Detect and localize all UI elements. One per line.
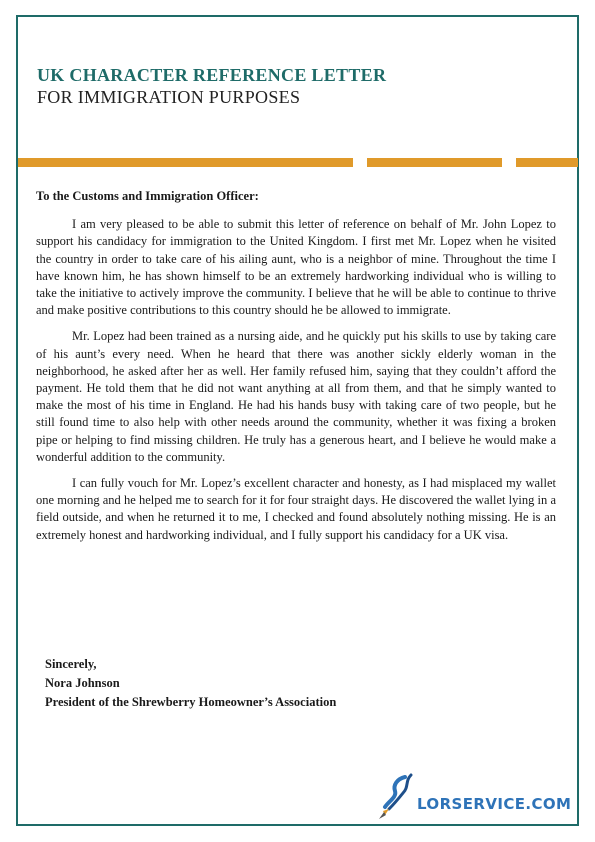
pen-icon [375, 773, 419, 823]
paragraph-2: Mr. Lopez had been trained as a nursing aide, and he quickly put his skills to use by taking care of his aunt’s every need. When he heard that there was another sickly elderly woman in the neighborhood, he asked after her as well. Her family refused him, saying that they couldn’t afford the payment. He told them that he did not want anything at all from them, and that he simply wanted to make the most of his time in England. He had his hands busy with taking care of two people, but he still found time to also help with other needs around the community, whether it was fixing a broken pipe or helping to find missing children. He truly has a generous heart, and I believe he would make a wonderful addition to the community. [36, 329, 556, 464]
divider-bar-left [18, 158, 353, 167]
title-sub: FOR IMMIGRATION PURPOSES [37, 87, 301, 107]
closing: Sincerely, [45, 657, 97, 671]
logo-text: LORSERVICE.COM [417, 795, 572, 813]
paragraph-1: I am very pleased to be able to submit this letter of reference on behalf of Mr. John Lopez to support his candidacy for immigration to the United Kingdom. I first met Mr. Lopez when he visited the country in order to take care of his ailing aunt, who is a neighbor of mine. Throughout the time I have known him, he has shown himself to be an extremely hardworking individual who is willing to take the initiative to actively improve the community. I believe that he will be able to continue to thrive and make positive contributions to this country should he be allowed to immigrate. [36, 217, 556, 318]
lorservice-logo [375, 773, 572, 823]
signature-block [45, 655, 336, 712]
letter-title [37, 64, 386, 108]
divider-bar-middle [367, 158, 502, 167]
title-main: UK CHARACTER REFERENCE LETTER [37, 65, 387, 85]
paragraph-3: I can fully vouch for Mr. Lopez’s excellent character and honesty, as I had misplaced my wallet one morning and he helped me to search for it for four straight days. He discovered the wallet lying in a field outside, and when he returned it to me, I checked and found absolutely nothing missing. He is an extremely honest and hardworking individual, and I fully support his candidacy for a UK visa. [36, 476, 556, 542]
salutation: To the Customs and Immigration Officer: [36, 189, 259, 203]
signer-name: Nora Johnson [45, 676, 120, 690]
signer-position: President of the Shrewberry Homeowner’s Association [45, 695, 337, 709]
letter-body [36, 188, 556, 553]
divider-bar-right [516, 158, 578, 167]
